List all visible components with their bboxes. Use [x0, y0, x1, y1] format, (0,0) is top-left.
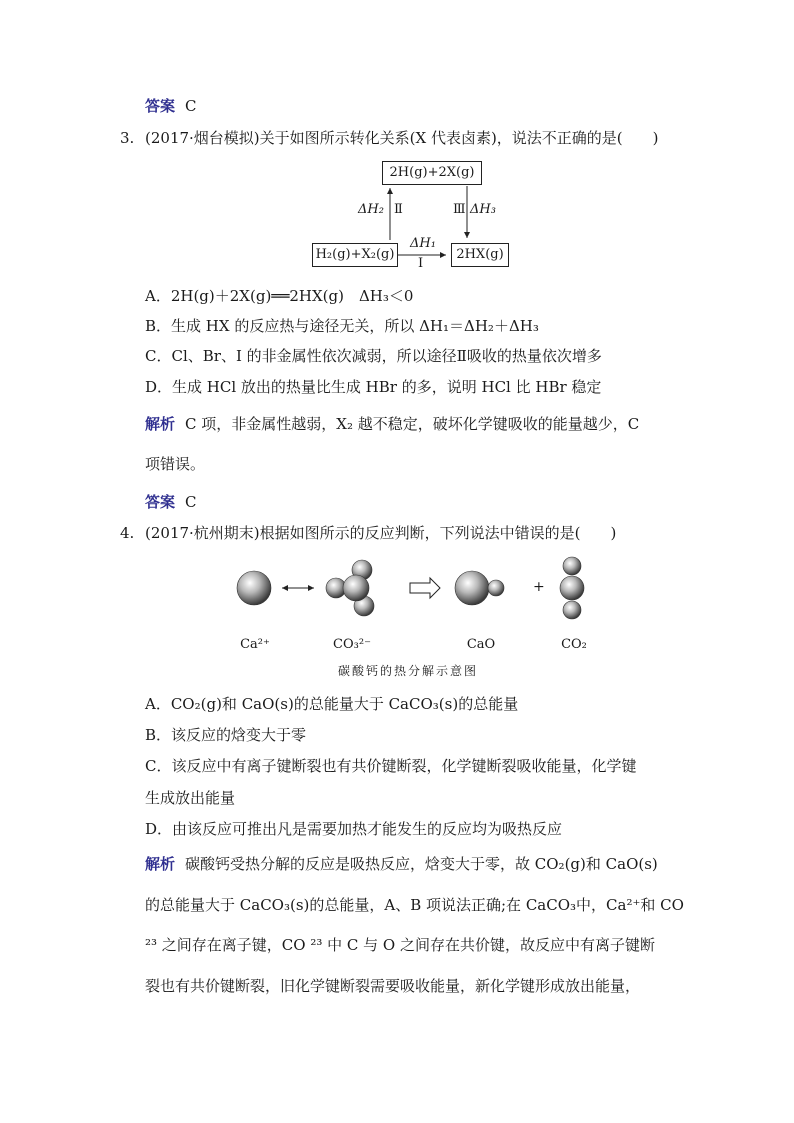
- box-atoms: 2H(g)+2X(g): [382, 161, 482, 185]
- label-dh3: ΔH₃: [470, 202, 496, 217]
- answer-value: C: [185, 493, 197, 511]
- figure-caption: 碳酸钙的热分解示意图: [338, 664, 479, 678]
- cao-ca-ball: [455, 571, 489, 605]
- label-co2: CO₂: [561, 637, 587, 652]
- q4-analysis-line-1: [145, 854, 658, 874]
- label-carbonate: CO₃²⁻: [333, 637, 371, 652]
- co2-c-ball: [560, 576, 584, 600]
- q3-option-a: A．2H(g)＋2X(g)══2HX(g) ΔH₃＜0: [145, 287, 414, 305]
- co2-o-ball-top: [563, 557, 581, 575]
- label-dh2: ΔH₂: [358, 202, 384, 217]
- question-3-stem: (2017·烟台模拟)关于如图所示转化关系(X 代表卤素)，说法不正确的是( ): [145, 129, 659, 147]
- cao-o-ball: [488, 580, 504, 596]
- q4-analysis-line-2: 的总能量大于 CaCO₃(s)的总能量，A、B 项说法正确;在 CaCO₃中，Ca²⁺和 CO: [145, 896, 684, 914]
- question-4-number: 4.: [120, 524, 135, 542]
- q3-analysis-text-1: C 项，非金属性越弱，X₂ 越不稳定，破坏化学键吸收的能量越少，C: [185, 415, 640, 433]
- label-path1: Ⅰ: [418, 256, 424, 271]
- analysis-label: 解析: [145, 855, 176, 873]
- reaction-arrow: [410, 578, 440, 598]
- q4-option-d: D．由该反应可推出凡是需要加热才能发生的反应均为吸热反应: [145, 820, 563, 838]
- q4-option-c-line-1: C．该反应中有离子键断裂也有共价键断裂，化学键断裂吸收能量，化学键: [145, 757, 637, 775]
- question-4-stem: (2017·杭州期末)根据如图所示的反应判断，下列说法中错误的是( ): [145, 524, 617, 542]
- plus-sign: +: [533, 579, 545, 595]
- q3-option-d: D．生成 HCl 放出的热量比生成 HBr 的多，说明 HCl 比 HBr 稳定: [145, 378, 602, 396]
- ca-ion-ball: [237, 571, 271, 605]
- label-dh1: ΔH₁: [410, 236, 436, 251]
- q4-option-a: A．CO₂(g)和 CaO(s)的总能量大于 CaCO₃(s)的总能量: [145, 695, 519, 713]
- analysis-label: 解析: [145, 415, 176, 433]
- answer-value: C: [185, 97, 197, 115]
- co2-o-ball-bottom: [563, 601, 581, 619]
- q3-analysis-line-2: 项错误。: [145, 455, 206, 473]
- q4-analysis-line-3: ²³ 之间存在离子键，CO ²³ 中 C 与 O 之间存在共价键，故反应中有离子键断: [145, 936, 655, 954]
- label-ca-ion: Ca²⁺: [240, 637, 270, 652]
- label-path3: Ⅲ: [453, 202, 466, 217]
- answer-label: 答案: [145, 97, 176, 115]
- label-cao: CaO: [466, 637, 496, 652]
- q4-option-b: B．该反应的焓变大于零: [145, 726, 307, 744]
- label-path2: Ⅱ: [394, 202, 403, 217]
- question-3-number: 3.: [120, 129, 135, 147]
- box-reactants: H₂(g)+X₂(g): [312, 243, 398, 267]
- box-product: 2HX(g): [451, 243, 509, 267]
- q4-analysis-line-4: 裂也有共价键断裂，旧化学键断裂需要吸收能量，新化学键形成放出能量，: [145, 977, 641, 995]
- q3-option-c: C．Cl、Br、I 的非金属性依次减弱，所以途径Ⅱ吸收的热量依次增多: [145, 347, 602, 365]
- q3-option-b: B．生成 HX 的反应热与途径无关，所以 ΔH₁＝ΔH₂＋ΔH₃: [145, 317, 539, 335]
- q4-analysis-text-1: 碳酸钙受热分解的反应是吸热反应，焓变大于零，故 CO₂(g)和 CaO(s): [185, 855, 658, 873]
- answer-label: 答案: [145, 493, 176, 511]
- co3-c-ball: [343, 575, 369, 601]
- q4-option-c-line-2: 生成放出能量: [145, 789, 236, 807]
